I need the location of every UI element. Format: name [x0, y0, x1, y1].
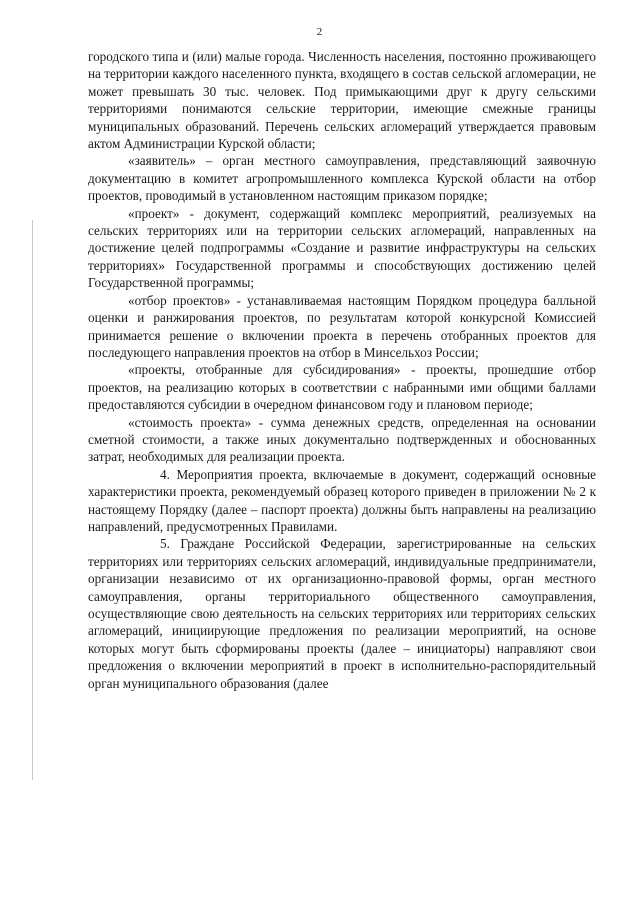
clause-5: 5. Граждане Российской Федерации, зарегистрированные на сельских территориях или территориях сельских агломераций, индивидуальные предприниматели, организации независимо от их организационно-правовой формы, орган местного самоуправления, органы территориального общественного самоуправления, осуществляющие свою деятельность на сельских территориях или территориях сельских агломераций, инициирующие предложения по реализации мероприятий, на основе которых могут быть сформированы проекты (далее – инициаторы) направляют свои предложения о включении мероприятий в проект в исполнительно-распорядительный орган муниципального образования (далее [88, 536, 596, 691]
definition-project-cost: «стоимость проекта» - сумма денежных средств, определенная на основании сметной стоимости, а также иных документально подтвержденных и обоснованных затрат, необходимых для реализации проекта. [88, 414, 596, 465]
definition-project: «проект» - документ, содержащий комплекс мероприятий, реализуемых на сельских территориях или на территории сельских агломераций, направленных на достижение целей подпрограммы «Создание и развитие инфраструктуры на сельских территориях» Государственной программы и способствующих достижению целей Государственной программы; [88, 205, 596, 291]
definition-subsidized-projects: «проекты, отобранные для субсидирования» - проекты, прошедшие отбор проектов, на реализацию которых в соответствии с набранными ими общими баллами предоставляются субсидии в очередном финансовом году и плановом периоде; [88, 362, 596, 413]
document-body [88, 48, 596, 692]
definition-applicant: «заявитель» – орган местного самоуправления, представляющий заявочную документацию в комитет агропромышленного комплекса Курской области на отбор проектов, проводимый в установленном настоящим приказом порядке; [88, 153, 596, 204]
definition-project-selection: «отбор проектов» - устанавливаемая настоящим Порядком процедура балльной оценки и ранжирования проектов, по результатам которой конкурсной Комиссией принимается решение о включении проекта в перечень отобранных проектов для последующего направления проектов на отбор в Минсельхоз России; [88, 292, 596, 360]
paragraph-continuation: городского типа и (или) малые города. Численность населения, постоянно проживающего на территории каждого населенного пункта, входящего в состав сельской агломерации, не может превышать 30 тыс. человек. Под примыкающими друг к другу сельскими территориями понимаются сельские территории, имеющие смежные границы муниципальных образований. Перечень сельских агломераций утверждается правовым актом Администрации Курской области; [88, 49, 596, 152]
clause-4: 4. Мероприятия проекта, включаемые в документ, содержащий основные характеристики проекта, рекомендуемый образец которого приведен в приложении № 2 к настоящему Порядку (далее – паспорт проекта) должны быть направлены на реализацию направлений, предусмотренных Правилами. [88, 466, 596, 534]
scan-edge-line [32, 220, 33, 780]
page-number: 2 [316, 26, 323, 38]
